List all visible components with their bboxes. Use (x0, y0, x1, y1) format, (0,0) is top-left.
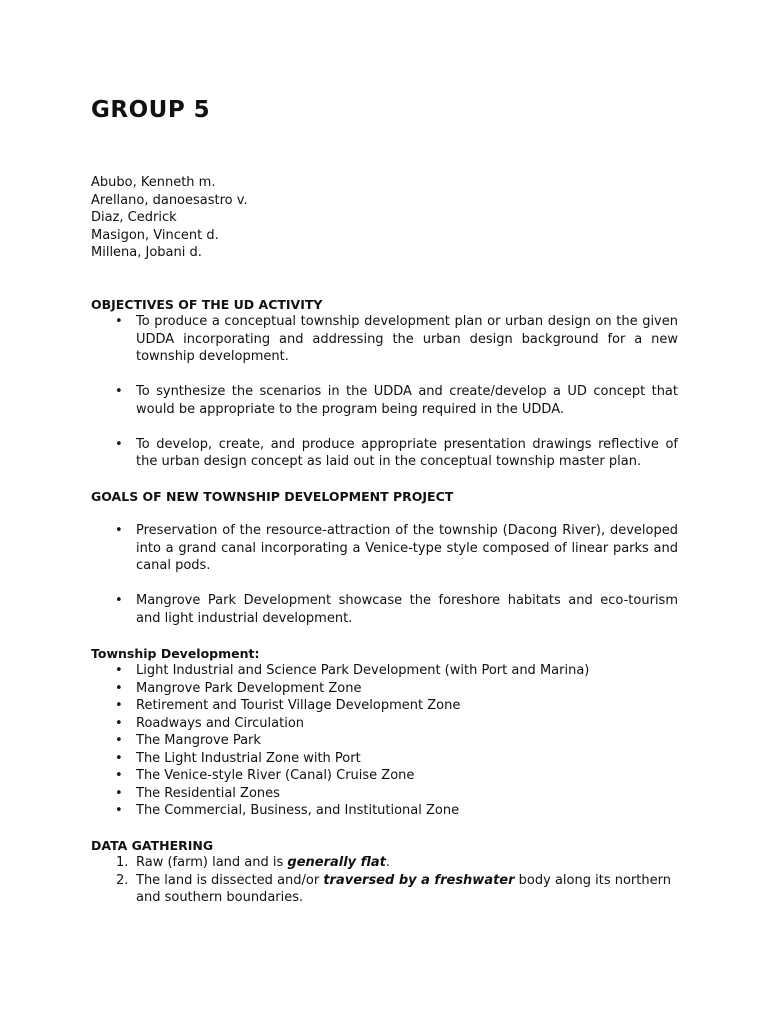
member-name: Masigon, Vincent d. (91, 227, 219, 243)
list-number: 2. (116, 872, 129, 888)
objectives-list (91, 313, 678, 471)
township-list (91, 662, 678, 820)
member-name: Diaz, Cedrick (91, 210, 177, 225)
emphasis-text: traversed by a freshwater (323, 872, 515, 888)
item-text: The land is dissected and/or (136, 872, 324, 888)
list-item (91, 872, 678, 907)
member-name: Abubo, Kenneth m. (91, 175, 216, 190)
item-text: body along its northern and southern boundaries. (136, 872, 671, 905)
member-list (91, 174, 248, 262)
objectives-heading: OBJECTIVES OF THE UD ACTIVITY (91, 297, 323, 312)
member-name: Millena, Jobani d. (91, 245, 202, 260)
page-title: GROUP 5 (91, 97, 211, 123)
list-item: • The Light Industrial Zone with Port (91, 750, 678, 768)
list-item: • To develop, create, and produce appropriate presentation drawings reflective of the urban design concept as laid out in the conceptual township master plan. (91, 436, 678, 471)
list-item: • Light Industrial and Science Park Development (with Port and Marina) (91, 662, 678, 680)
emphasis-text: generally flat (287, 855, 386, 870)
list-item: • Mangrove Park Development showcase the foreshore habitats and eco-tourism and light industrial development. (91, 592, 678, 627)
township-heading: Township Development: (91, 646, 260, 661)
list-item: • Retirement and Tourist Village Development Zone (91, 697, 678, 715)
list-item: • The Commercial, Business, and Institutional Zone (91, 802, 678, 820)
list-item: • The Residential Zones (91, 785, 678, 803)
list-item: • The Mangrove Park (91, 732, 678, 750)
item-text: Raw (farm) land and is (136, 855, 288, 870)
list-number: 1. (116, 855, 129, 870)
data-gathering-list (91, 854, 678, 907)
list-item: • The Venice-style River (Canal) Cruise Zone (91, 767, 678, 785)
list-item: • Preservation of the resource-attraction of the township (Dacong River), developed into a grand canal incorporating a Venice-type style composed of linear parks and canal pods. (91, 522, 678, 575)
list-item: • To synthesize the scenarios in the UDDA and create/develop a UD concept that would be appropriate to the program being required in the UDDA. (91, 383, 678, 418)
data-gathering-heading: DATA GATHERING (91, 838, 214, 853)
list-item: • To produce a conceptual township development plan or urban design on the given UDDA incorporating and addressing the urban design background for a new township development. (91, 313, 678, 366)
goals-list (91, 522, 678, 627)
item-text: . (385, 855, 391, 870)
goals-heading: GOALS OF NEW TOWNSHIP DEVELOPMENT PROJECT (91, 489, 454, 504)
list-item (91, 854, 678, 872)
member-name: Arellano, danoesastro v. (91, 192, 248, 208)
list-item: • Roadways and Circulation (91, 715, 678, 733)
list-item: • Mangrove Park Development Zone (91, 680, 678, 698)
